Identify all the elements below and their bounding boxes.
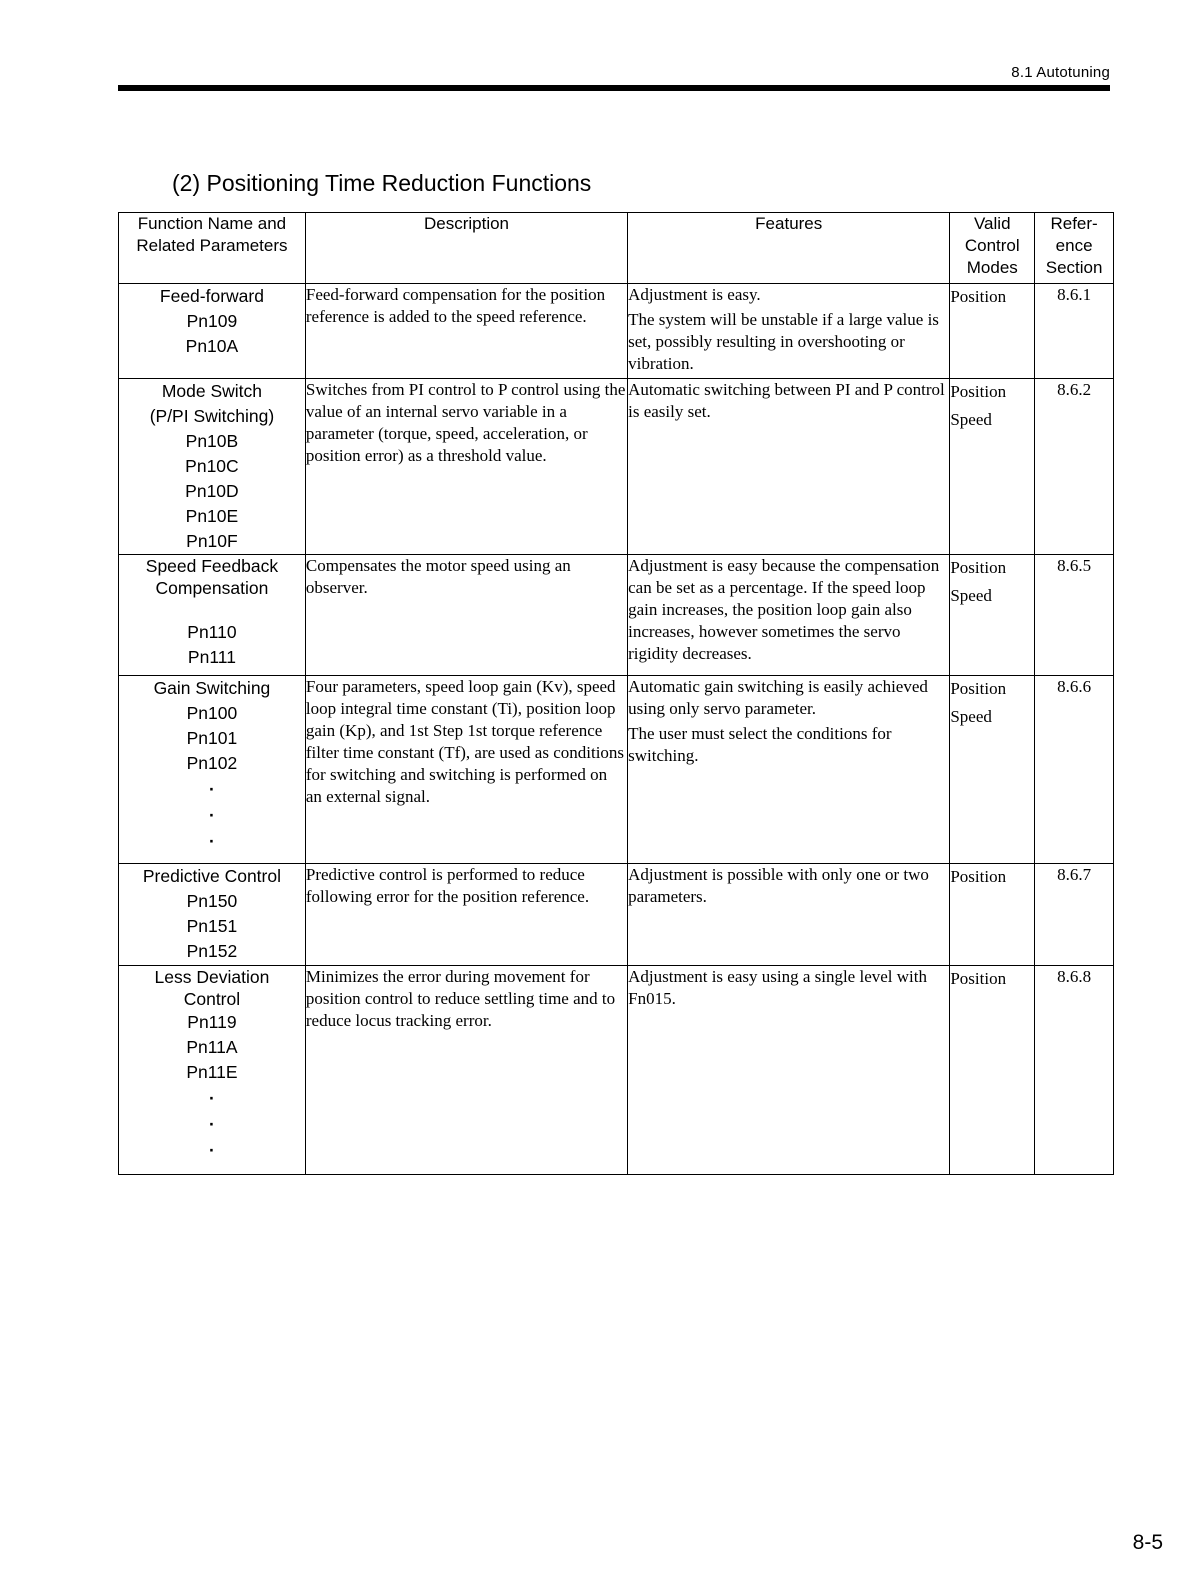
- continuation-dot: ·: [209, 779, 215, 799]
- reference-cell: 8.6.6: [1035, 676, 1114, 864]
- page-number: 8-5: [1132, 1531, 1163, 1554]
- control-modes-cell: Position: [950, 284, 1035, 379]
- control-modes-cell: Position: [950, 864, 1035, 966]
- features-cell: Automatic gain switching is easily achieved using only servo parameter. The user must select the conditions for switching.: [628, 676, 950, 864]
- col-header-features: Features: [628, 213, 950, 284]
- continuation-dot: ·: [209, 805, 215, 825]
- col-header-name: Function Name and Related Parameters: [119, 213, 306, 284]
- function-name-cell: Less Deviation Control Pn119 Pn11A Pn11E · · ·: [119, 966, 306, 1175]
- features-cell: Adjustment is possible with only one or two parameters.: [628, 864, 950, 966]
- col-header-modes: Valid Control Modes: [950, 213, 1035, 284]
- control-modes-cell: Position Speed: [950, 676, 1035, 864]
- features-cell: Adjustment is easy because the compensation can be set as a percentage. If the speed loop gain increases, the position loop gain also increases, however sometimes the servo rigidity decreases.: [628, 555, 950, 676]
- continuation-dot: ·: [209, 1114, 215, 1134]
- description-cell: Compensates the motor speed using an observer.: [305, 555, 627, 676]
- table-header-row: [119, 213, 1114, 284]
- reference-cell: 8.6.2: [1035, 379, 1114, 555]
- control-modes-cell: Position Speed: [950, 555, 1035, 676]
- reference-cell: 8.6.7: [1035, 864, 1114, 966]
- continuation-dot: ·: [209, 1088, 215, 1108]
- col-header-description: Description: [305, 213, 627, 284]
- function-name-cell: Gain Switching Pn100 Pn101 Pn102 · · ·: [119, 676, 306, 864]
- description-cell: Switches from PI control to P control using the value of an internal servo variable in a parameter (torque, speed, acceleration, or position error) as a threshold value.: [305, 379, 627, 555]
- control-modes-cell: Position Speed: [950, 379, 1035, 555]
- continuation-dot: ·: [209, 1140, 215, 1160]
- continuation-dot: ·: [209, 831, 215, 851]
- col-header-reference: Refer- ence Section: [1035, 213, 1114, 284]
- table-row: [119, 966, 1114, 1175]
- function-name-cell: Predictive Control Pn150 Pn151 Pn152: [119, 864, 306, 966]
- function-name-cell: Feed-forward Pn109 Pn10A: [119, 284, 306, 379]
- description-cell: Predictive control is performed to reduce following error for the position reference.: [305, 864, 627, 966]
- table-row: [119, 379, 1114, 555]
- function-name-cell: Mode Switch (P/PI Switching) Pn10B Pn10C Pn10D Pn10E Pn10F: [119, 379, 306, 555]
- control-modes-cell: Position: [950, 966, 1035, 1175]
- header-rule: [118, 85, 1110, 91]
- table-row: [119, 284, 1114, 379]
- reference-cell: 8.6.8: [1035, 966, 1114, 1175]
- function-name-cell: Speed Feedback Compensation Pn110 Pn111: [119, 555, 306, 676]
- reference-cell: 8.6.1: [1035, 284, 1114, 379]
- reference-cell: 8.6.5: [1035, 555, 1114, 676]
- description-cell: Four parameters, speed loop gain (Kv), speed loop integral time constant (Ti), position loop gain (Kp), and 1st Step 1st torque reference filter time constant (Tf), are used as conditions for switching and switching is performed on an external signal.: [305, 676, 627, 864]
- description-cell: Feed-forward compensation for the position reference is added to the speed reference.: [305, 284, 627, 379]
- table-row: [119, 864, 1114, 966]
- section-title: (2) Positioning Time Reduction Functions: [172, 170, 592, 196]
- table-row: [119, 555, 1114, 676]
- features-cell: Adjustment is easy. The system will be unstable if a large value is set, possibly resulting in overshooting or vibration.: [628, 284, 950, 379]
- features-cell: Adjustment is easy using a single level with Fn015.: [628, 966, 950, 1175]
- table-row: [119, 676, 1114, 864]
- functions-table: [118, 212, 1114, 1175]
- features-cell: Automatic switching between PI and P control is easily set.: [628, 379, 950, 555]
- running-head: 8.1 Autotuning: [1011, 64, 1110, 81]
- description-cell: Minimizes the error during movement for position control to reduce settling time and to reduce locus tracking error.: [305, 966, 627, 1175]
